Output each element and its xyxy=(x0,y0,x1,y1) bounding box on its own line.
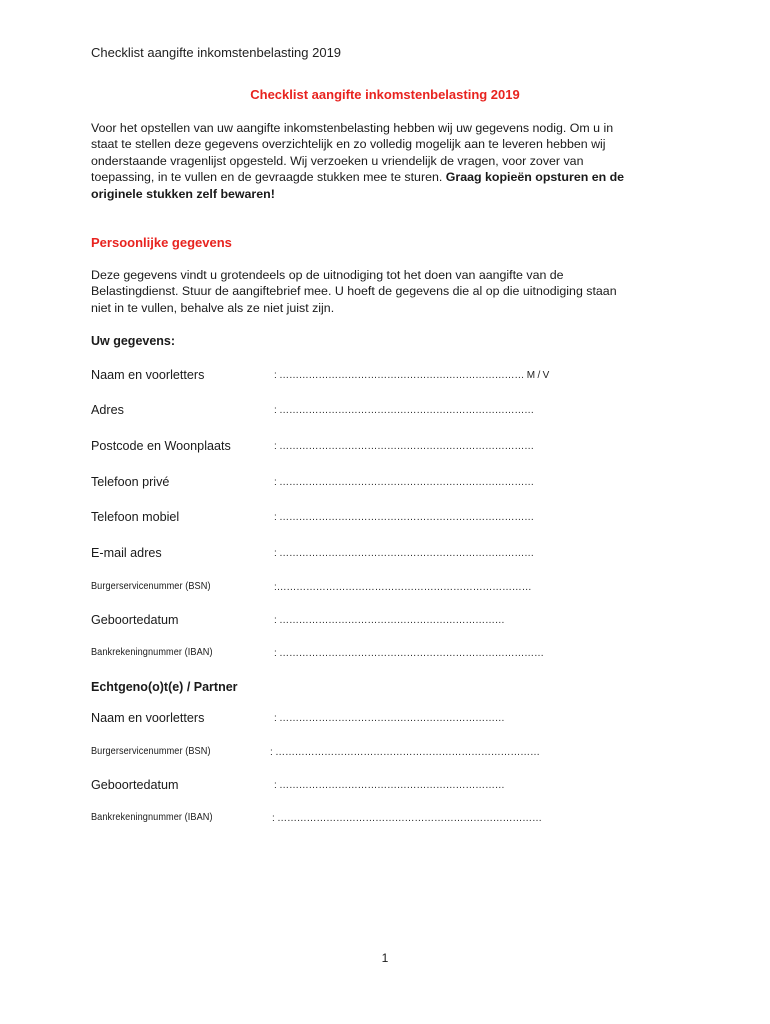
intro-line-text: toepassing, in te vullen en de gevraagde stukken mee te sturen. xyxy=(91,170,443,185)
section-title: Persoonlijke gegevens xyxy=(91,235,232,250)
partner-field-naam[interactable]: : …………………………………………………………… xyxy=(274,713,505,724)
field-label-adres: Adres xyxy=(91,403,124,417)
page-header: Checklist aangifte inkomstenbelasting 2019 xyxy=(91,45,342,60)
field-iban[interactable]: : ……………………………………………………………………… xyxy=(274,648,544,659)
intro-line xyxy=(91,186,651,202)
field-postcode[interactable]: : …………………………………………………………………… xyxy=(274,441,534,452)
field-naam[interactable]: : ………………………………………………………………… M / V xyxy=(274,370,550,381)
partner-label-geboortedatum: Geboortedatum xyxy=(91,778,179,792)
partner-heading: Echtgeno(o)t(e) / Partner xyxy=(91,680,238,694)
partner-label-iban: Bankrekeningnummer (IBAN) xyxy=(91,812,213,823)
field-telefoon-mobiel[interactable]: : …………………………………………………………………… xyxy=(274,512,534,523)
document-title: Checklist aangifte inkomstenbelasting 2019 xyxy=(250,87,520,102)
field-label-naam: Naam en voorletters xyxy=(91,368,205,382)
section-line: Belastingdienst. Stuur de aangiftebrief mee. U hoeft de gegevens die al op die uitnodiging staan xyxy=(91,284,617,299)
field-label-telefoon-prive: Telefoon privé xyxy=(91,475,170,489)
intro-line: onderstaande vragenlijst opgesteld. Wij verzoeken u vriendelijk de vragen, voor zover van xyxy=(91,153,584,168)
intro-paragraph xyxy=(91,120,651,202)
partner-label-naam: Naam en voorletters xyxy=(91,711,205,725)
intro-line xyxy=(91,169,651,185)
section-paragraph xyxy=(91,267,651,316)
field-label-email: E-mail adres xyxy=(91,546,162,560)
partner-field-iban[interactable]: : ……………………………………………………………………… xyxy=(272,813,542,824)
field-label-iban: Bankrekeningnummer (IBAN) xyxy=(91,647,213,658)
field-label-postcode: Postcode en Woonplaats xyxy=(91,439,231,453)
section-line: Deze gegevens vindt u grotendeels op de uitnodiging tot het doen van aangifte van de xyxy=(91,268,564,282)
page-number: 1 xyxy=(381,951,389,965)
field-bsn[interactable]: :…………………………………………………………………… xyxy=(274,582,532,593)
field-label-geboortedatum: Geboortedatum xyxy=(91,613,179,627)
intro-line: Voor het opstellen van uw aangifte inkomstenbelasting hebben wij uw gegevens nodig. Om u in xyxy=(91,121,614,135)
field-adres[interactable]: : …………………………………………………………………… xyxy=(274,405,534,416)
uw-gegevens-heading: Uw gegevens: xyxy=(91,334,176,348)
intro-emphasis: originele stukken zelf bewaren! xyxy=(91,186,275,201)
section-line: niet in te vullen, behalve als ze niet juist zijn. xyxy=(91,300,335,315)
field-email[interactable]: : …………………………………………………………………… xyxy=(274,548,534,559)
field-telefoon-prive[interactable]: : …………………………………………………………………… xyxy=(274,477,534,488)
intro-emphasis: Graag kopieën opsturen en de xyxy=(445,170,625,185)
field-label-telefoon-mobiel: Telefoon mobiel xyxy=(91,510,180,524)
field-label-bsn: Burgerservicenummer (BSN) xyxy=(91,581,211,592)
field-geboortedatum[interactable]: : …………………………………………………………… xyxy=(274,615,505,626)
intro-line: staat te stellen deze gegevens overzichtelijk en zo volledig mogelijk aan te leveren hebben wij xyxy=(91,137,606,152)
partner-label-bsn: Burgerservicenummer (BSN) xyxy=(91,746,211,757)
partner-field-geboortedatum[interactable]: : …………………………………………………………… xyxy=(274,780,505,791)
partner-field-bsn[interactable]: : ……………………………………………………………………… xyxy=(270,747,540,758)
